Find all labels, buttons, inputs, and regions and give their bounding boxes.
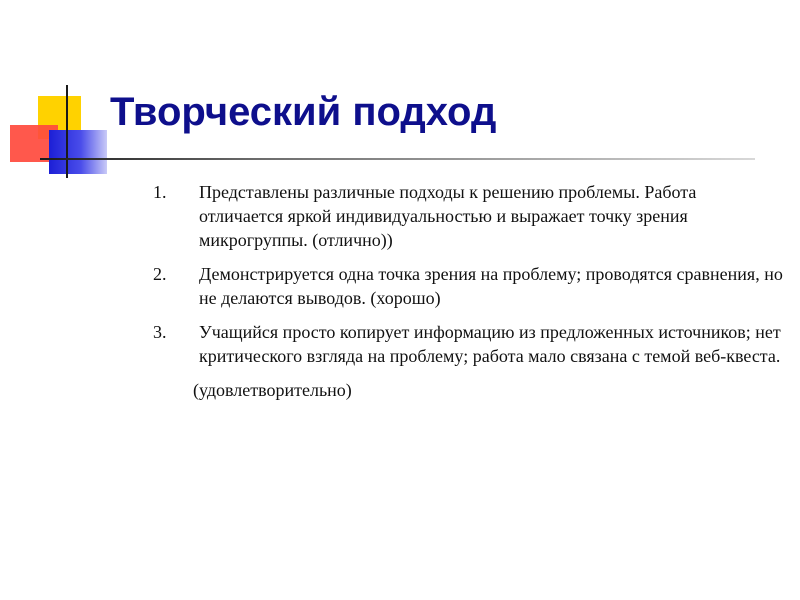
item-number: 1. xyxy=(153,182,167,202)
list-item xyxy=(153,262,783,310)
item-text: Представлены различные подходы к решению проблемы. Работа отличается яркой индивидуальностью и выражает точку зрения микрогруппы. (отлично)) xyxy=(199,182,697,250)
item-text: Учащийся просто копирует информацию из предложенных источников; нет критического взгляда на проблему; работа мало связана с темой веб-квеста. xyxy=(199,322,781,366)
criteria-list xyxy=(153,180,783,402)
title-underline xyxy=(40,158,755,160)
slide-title: Творческий подход xyxy=(110,90,497,134)
list-item xyxy=(153,320,783,368)
item-text: Демонстрируется одна точка зрения на проблему; проводятся сравнения, но не делаются выводов. (хорошо) xyxy=(199,264,783,308)
list-item xyxy=(153,180,783,252)
logo-vertical-line xyxy=(66,85,68,178)
trailing-note: (удовлетворительно) xyxy=(193,380,352,400)
logo-blue-square xyxy=(49,130,107,174)
item-number: 2. xyxy=(153,264,167,284)
item-number: 3. xyxy=(153,322,167,342)
